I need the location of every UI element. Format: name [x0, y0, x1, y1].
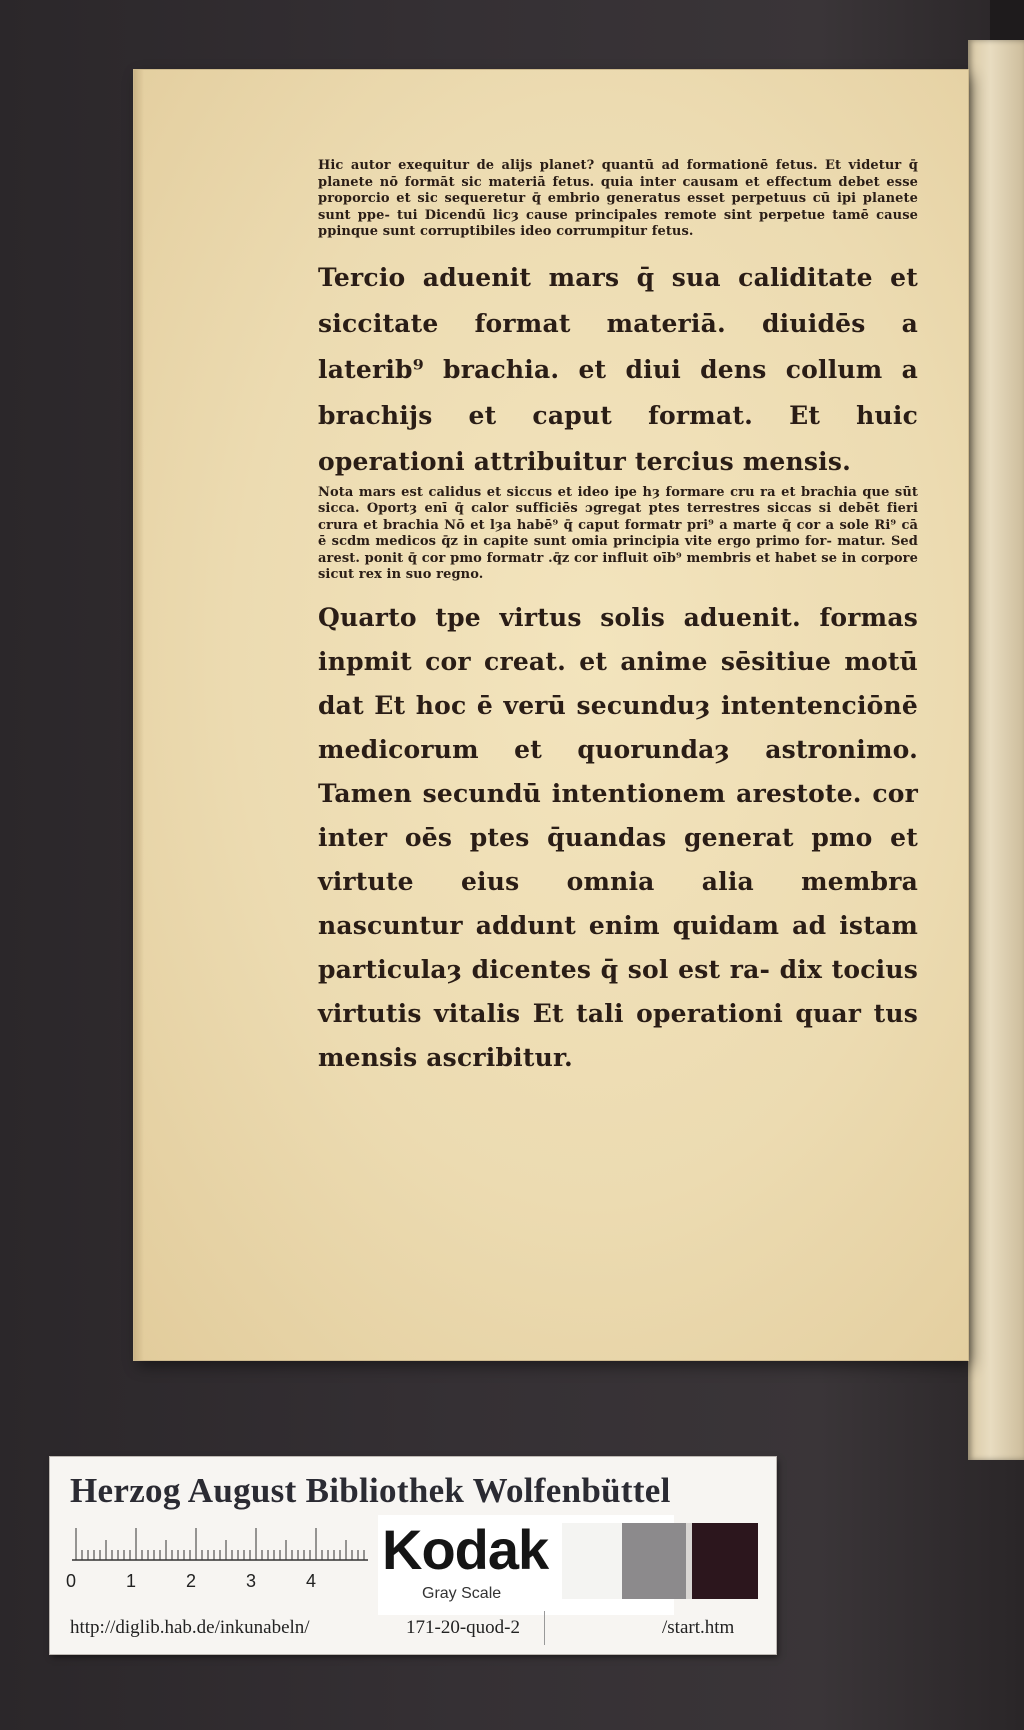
kodak-gray-scale-card [50, 1457, 776, 1654]
ruler-number-0: 0 [66, 1571, 77, 1591]
gray-swatch-white [562, 1523, 622, 1599]
gray-scale-label: Gray Scale [422, 1585, 502, 1602]
commentary-paragraph-1: Hic autor exequitur de alijs planet? quantū ad formationē fetus. Et videtur q̄ planete nō formāt sic materiā fetus. quia inter causam et effectum debet esse proporcio et sic sequeretur q̄ embrio generatus esset perpetuus cū ipi planete sunt ppe- tui Dicendū licȝ cause principales remote sint perpetue tamē cause ppinque sunt corruptibiles ideo corrumpitur fetus. [318, 158, 918, 239]
main-text-paragraph-2: Quarto tpe virtus solis aduenit. formas inpmit cor creat. et anime sēsitiue motū dat Et hoc ē verū secunduȝ intentenciōnē medicorum et quorundaȝ astronimo. Tamen secundū intentionem arestote. cor inter oēs ptes q̄uandas generat pmo et virtute eius omnia alia membra nascuntur addunt enim quidam ad istam particulaȝ dicentes q̄ sol est ra- dix tocius virtutis vitalis Et tali operationi quar tus mensis ascribitur. [318, 602, 918, 1072]
incunable-text-block [318, 158, 918, 1080]
gray-swatch-mid [622, 1523, 686, 1599]
main-text-paragraph-1: Tercio aduenit mars q̄ sua caliditate et siccitate format materiā. diuidēs a laterib⁹ brachia. et diui dens collum a brachijs et caput format. Et huic operationi attribuitur tercius mensis. [318, 262, 918, 476]
gray-swatch-dark [692, 1523, 758, 1599]
commentary-paragraph-2: Nota mars est calidus et siccus et ideo ipe hȝ formare cru ra et brachia que sūt sicca. Oportȝ enī q̄ calor sufficiēs ɔgregat ptes terrestres siccas si debēt fieri crura et brachia Nō et lȝa habē⁹ q̄ caput formatr pri⁹ a marte q̄ cor a sole Ri⁹ cā ē scdm medicos q̄z in capite sunt omia principia vite ergo primo for- matur. Sed arest. ponit q̄ cor pmo formatr .q̄z cor influit oīb⁹ membris et habet se in corpore sicut rex in suo regno. [318, 484, 918, 582]
kodak-logo: Kodak [382, 1518, 549, 1581]
digital-library-url: http://diglib.hab.de/inkunabeln/ [70, 1617, 310, 1638]
ruler-number-3: 3 [246, 1571, 257, 1591]
page-gutter-shadow [134, 70, 144, 1360]
footer-separator [544, 1611, 545, 1645]
ruler-scale [72, 1527, 372, 1561]
ruler-number-1: 1 [126, 1571, 137, 1591]
start-page-path: /start.htm [662, 1617, 735, 1638]
book-page-edges [968, 40, 1024, 1460]
ruler-number-4: 4 [306, 1571, 317, 1591]
library-title: Herzog August Bibliothek Wolfenbüttel [70, 1471, 671, 1510]
ruler-number-2: 2 [186, 1571, 197, 1591]
shelfmark-id: 171-20-quod-2 [406, 1617, 520, 1638]
